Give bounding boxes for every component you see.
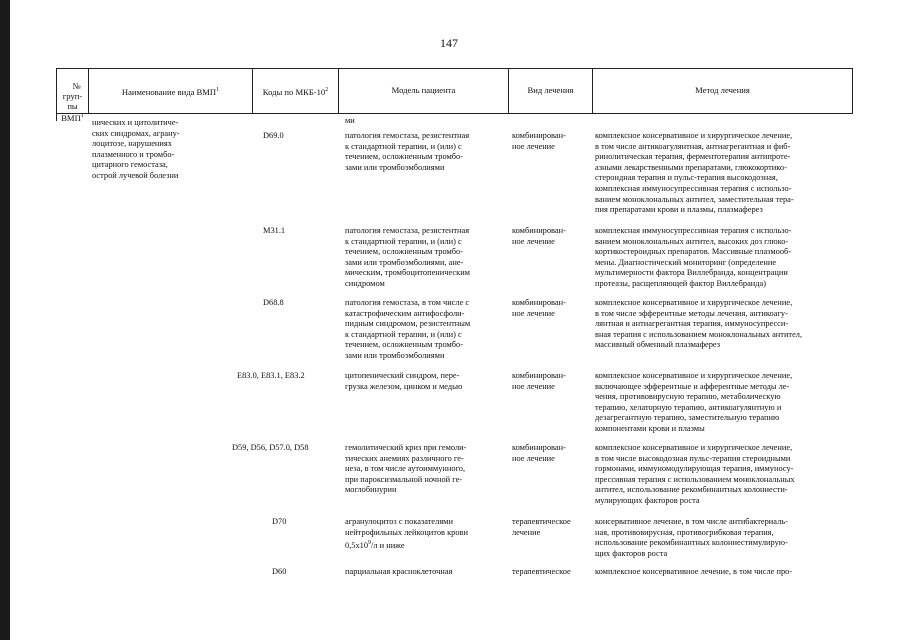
patient-model: патология гемостаза, резистентная к стандартной терапии, и (или) с течением, осложненным тромбо- зами или тромбоэмболиями, ане- мическим, тромбоцитопеническим синдромом [345, 226, 470, 288]
treatment-method: комплексное консервативное и хирургическое лечение, в том числе высокодозная пульс-терапия стероидными гормонами, иммуномодулирующая терапия, иммуносу- прессивная терапия с использованием моноклональных антител, использование рекомбинантных колониести- мулирующих факторов роста [595, 443, 795, 505]
patient-model: патология гемостаза, в том числе с катастрофическим антифосфоли- пидным синдромом, резистентным к стандартной терапии, и (или) с течением, осложненным тромбо- зами или тромбоэмболиями [345, 298, 471, 360]
treatment-method: комплексное консервативное и хирургическое лечение, в том числе эфферентные методы лечения, антикоагу- лянтная и антиагрегантная терапия, иммуносупресси- вная терапия с использованием моноклональных антител, массивный обменный плазмаферез [595, 298, 803, 350]
icd-code: D68.8 [263, 298, 284, 307]
icd-code: M31.1 [263, 226, 286, 235]
page-number: 147 [440, 36, 458, 50]
treatment-method: комплексное консервативное лечение, в том числе про- [595, 567, 793, 576]
treatment-method: комплексное консервативное и хирургическое лечение, включающее эфферентные и афферентные методы ле- чения, противовирусную терапию, метаболическую терапию, хелаторную терапию, антикоагулянтную и дезагрегантную терапию, заместительную терапию компонентами крови и плазмы [595, 371, 793, 433]
scan-edge-shadow [0, 0, 10, 640]
header-vmp-name: Наименование вида ВМП$^1$ [121, 86, 220, 97]
icd-code: E83.0, E83.1, E83.2 [237, 371, 305, 380]
icd-code: D59, D56, D57.0, D58 [232, 443, 309, 452]
patient-model: парциальная красноклеточная [345, 567, 453, 576]
treatment-type: комбинирован- ное лечение [512, 131, 566, 151]
header-group-no: № груп- пы ВМП$^1$ [61, 81, 84, 123]
treatment-type: комбинирован- ное лечение [512, 443, 566, 463]
treatment-type: комбинирован- ное лечение [512, 298, 566, 318]
patient-model-continuation: ми [345, 116, 355, 125]
header-icd-codes: Коды по МКБ-$10^2$ [262, 86, 329, 97]
icd-code: D69.0 [263, 131, 284, 140]
treatment-type: комбинирован- ное лечение [512, 371, 566, 391]
treatment-method: консервативное лечение, в том числе антибактериаль- ная, противовирусная, противогрибковая терапия, использование рекомбинантных колониестимулирую- щих факторов роста [595, 517, 788, 558]
treatment-method: комплексная иммуносупрессивная терапия с использо- ванием моноклональных антител, высоких доз глюко- кортикостероидных препаратов. Массивные плазмооб- мены. Диагностический мониторинг (определение мультимерности фактора Виллебранда, концентрации протеазы, расщепляющей фактор Виллебранда) [595, 226, 792, 288]
patient-model: гемолитический криз при гемоли- тических анемиях различного ге- неза, в том числе аутоиммунного, при пароксизмальной ночной ге- моглобинурии [345, 443, 467, 495]
patient-model: патология гемостаза, резистентная к стандартной терапии, и (или) с течением, осложненным тромбо- зами или тромбоэмболиями [345, 131, 470, 172]
icd-code: D60 [272, 567, 287, 576]
vmp-name-continuation: нических и цитолитиче- ских синдромах, аграну- лоцитозе, нарушениях плазменного и тромбо- цитарного гемостаза, острой лучевой болезни [92, 118, 180, 180]
patient-model: агранулоцитоз с показателями нейтрофильных лейкоцитов крови $0,5x10^9/л$ и ниже [345, 517, 468, 550]
header-patient-model: Модель пациента [391, 85, 456, 95]
header-treatment-type: Вид лечения [527, 85, 574, 95]
treatment-method: комплексное консервативное и хирургическое лечение, в том числе антикоагулянтная, антиагрегантная и фиб- ринолитическая терапия, ферментотерапия антипроте- азными лекарственными препаратами, глюкокортико- стероидная терапия и пульс-терапия высокодозная, комплексная иммуносупрессивная терапия с использо- ванием моноклональных антител, заместительная тера- пия препаратами крови и плазмы, плазмаферез [595, 131, 794, 215]
icd-code: D70 [272, 517, 287, 526]
patient-model: цитопенический синдром, пере- грузка железом, цинком и медью [345, 371, 463, 391]
header-treatment-method: Метод лечения [695, 85, 750, 95]
treatment-type: комбинирован- ное лечение [512, 226, 566, 246]
treatment-type: терапевтическое лечение [512, 517, 571, 537]
treatment-type: терапевтическое [512, 567, 571, 576]
